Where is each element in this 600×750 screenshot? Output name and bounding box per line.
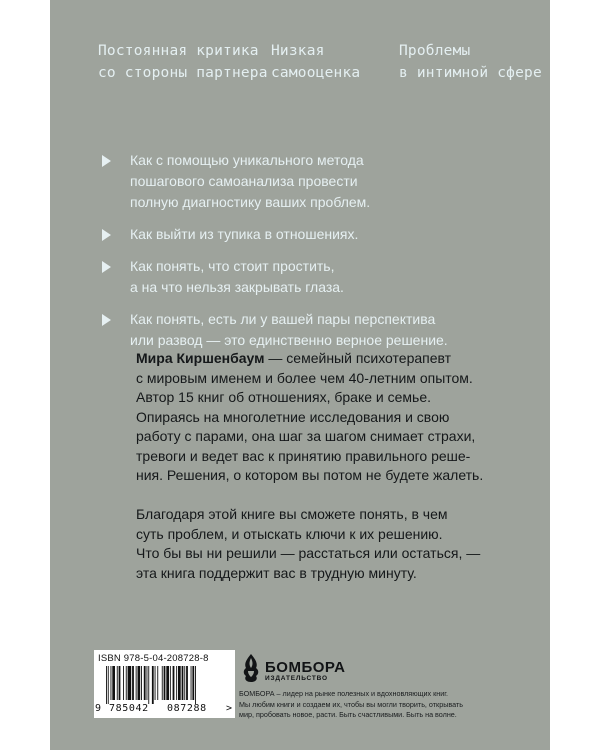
barcode-bar [106, 666, 107, 704]
publisher-logo-sub: ИЗДАТЕЛЬСТВО [265, 675, 328, 682]
author-description [136, 349, 526, 583]
barcode-bar [182, 666, 184, 700]
barcode-icon [98, 666, 231, 704]
barcode-bar [147, 666, 148, 700]
triangle-bullet-icon [102, 314, 111, 326]
barcode-bar [192, 666, 194, 700]
barcode-bar [112, 666, 115, 700]
book-back-cover [50, 0, 550, 750]
triangle-bullet-icon [102, 229, 111, 241]
barcode-bar [138, 666, 141, 700]
barcode-bar [191, 666, 192, 700]
barcode-bar [123, 666, 124, 700]
barcode-bar [162, 666, 163, 700]
barcode-bar [164, 666, 166, 700]
barcode-bar [148, 666, 149, 704]
barcode-bar [184, 666, 185, 700]
barcode-bar [132, 666, 134, 700]
barcode-bar [166, 666, 169, 700]
triangle-bullet-icon [102, 155, 111, 167]
barcode-bar [195, 666, 196, 704]
barcode-bar [111, 666, 112, 700]
publisher-logo-name: БОМБОРА [265, 659, 346, 676]
barcode-bar [155, 666, 156, 700]
barcode-bar [176, 666, 177, 700]
headline-criticism: Постоянная критика со стороны партнера [98, 43, 268, 81]
benefit-list [100, 150, 520, 362]
triangle-bullet-icon [102, 261, 111, 273]
author-name: Мира Киршенбаум [136, 350, 265, 366]
barcode-bar [128, 666, 132, 700]
bombora-logo-icon [240, 652, 262, 684]
book-benefit-paragraph: Благодаря этой книге вы сможете понять, в чем суть проблем, и отыскать ключи к их решению. Что бы вы ни решили — расстаться или остаться, — эта книга поддержит вас в трудную минуту. [136, 506, 481, 581]
author-paragraph: Мира Киршенбаум — семейный психотерапевт с мировым именем и более чем 40-летним опытом. Автор 15 книг об отношениях, браке и семье. Опираясь на многолетние исследования и свою работу с парами, она шаг за шагом снимает страхи, тревоги и ведет вас к принятию правильного реше- ния. Решения, о котором вы потом не будете жалеть. [136, 350, 484, 483]
headline-self-esteem: Низкая самооценка [271, 43, 361, 81]
barcode-block: ISBN 978-5-04-208728-8 9 785042 087288 > [94, 650, 235, 718]
list-item: Как с помощью уникального метода пошагового самоанализа провести полную диагностику ваших проблем. [100, 150, 520, 213]
list-item: Как выйти из тупика в отношениях. [100, 224, 520, 245]
barcode-bar [157, 666, 158, 700]
barcode-bar [119, 666, 121, 700]
barcode-bar [173, 666, 175, 700]
barcode-bar [170, 666, 171, 700]
barcode-bar [141, 666, 142, 700]
barcode-bar [136, 666, 137, 700]
headline-intimacy: Проблемы в интимной сфере [399, 43, 542, 81]
publisher-description: БОМБОРА – лидер на рынке полезных и вдохновляющих книг. Мы любим книги и создаем их, чтобы вы могли творить, открывать мир, пробовать новое, расти. Быть счастливыми. Быть на волне. [239, 689, 463, 719]
list-item: Как понять, есть ли у вашей пары перспектива или развод — это единственно верное решение. [100, 309, 520, 351]
barcode-bar [117, 666, 118, 700]
barcode-bar [178, 666, 181, 700]
barcode-bar [126, 666, 127, 700]
barcode-bar [152, 666, 154, 704]
barcode-bar [144, 666, 146, 700]
list-item: Как понять, что стоит простить, а на что нельзя закрывать глаза. [100, 256, 520, 298]
isbn-label: ISBN 978-5-04-208728-8 [98, 653, 209, 664]
barcode-bar [186, 666, 188, 700]
barcode-bar [108, 666, 109, 704]
